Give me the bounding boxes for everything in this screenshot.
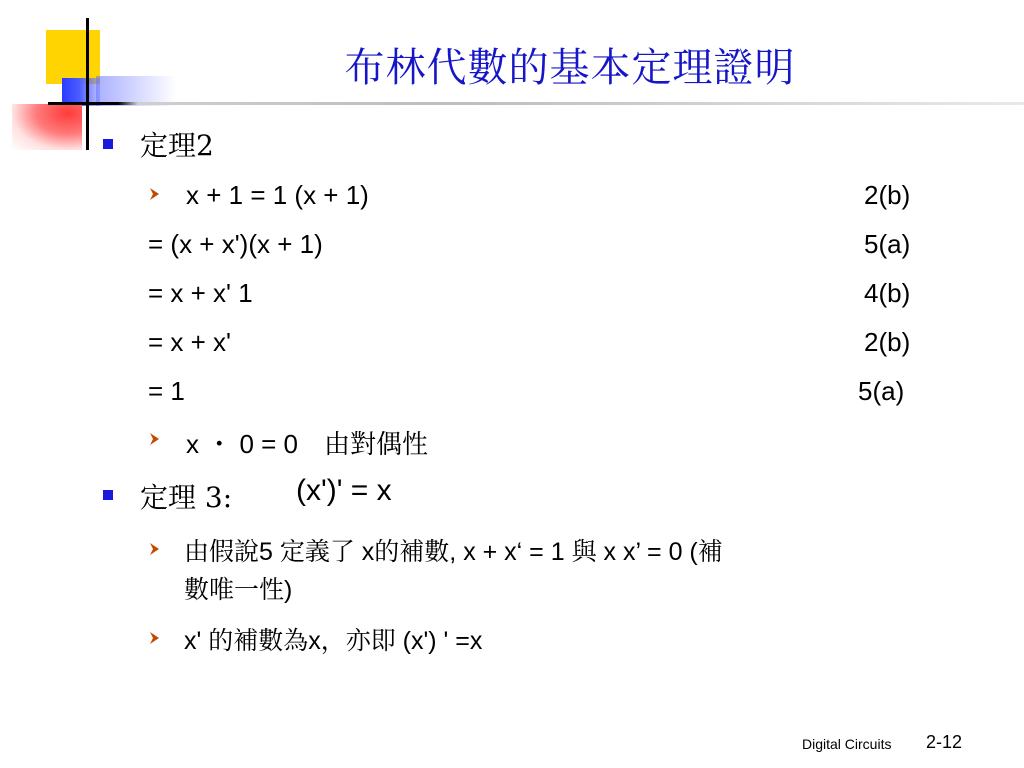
footer-page-number: 2-12 (926, 732, 963, 752)
theorem2-ref-1: 2(b) (864, 180, 911, 210)
theorem3-label: 定理 3: (140, 481, 233, 514)
theorem2-label: 定理2 (140, 129, 214, 162)
vertical-rule (86, 18, 89, 150)
theorem2-ref-3: 4(b) (864, 278, 911, 308)
square-bullet-icon (103, 490, 113, 500)
theorem2-ref-2: 5(a) (864, 229, 911, 259)
theorem3-point-2: x' 的補數為x，亦即 (x') ' =x (184, 627, 483, 655)
yellow-square (46, 30, 100, 84)
theorem2-line-5: = 1 (148, 376, 185, 406)
blue-square (62, 78, 100, 106)
square-bullet-icon (103, 139, 113, 149)
red-fade (12, 104, 82, 150)
horizontal-rule (48, 102, 1024, 105)
theorem3-point-1: 由假說5 定義了 x的補數, x + x‘ = 1 與 x x’ = 0 (補 (184, 538, 723, 566)
theorem2-ref-5: 5(a) (858, 376, 905, 406)
theorem3-statement: (x')' = x (296, 474, 392, 507)
theorem2-ref-4: 2(b) (864, 327, 911, 357)
theorem3-point-1-cont: 數唯一性) (184, 576, 293, 604)
slide-title: 布林代數的基本定理證明 (344, 45, 796, 91)
theorem2-dual: x ・ 0 = 0 由對偶性 (186, 429, 428, 459)
theorem2-line-4: = x + x' (148, 327, 232, 357)
footer-course: Digital Circuits (802, 736, 892, 752)
theorem2-line-1: x + 1 = 1 (x + 1) (186, 180, 369, 210)
theorem2-line-3: = x + x' 1 (148, 278, 253, 308)
theorem2-line-2: = (x + x')(x + 1) (148, 229, 323, 259)
